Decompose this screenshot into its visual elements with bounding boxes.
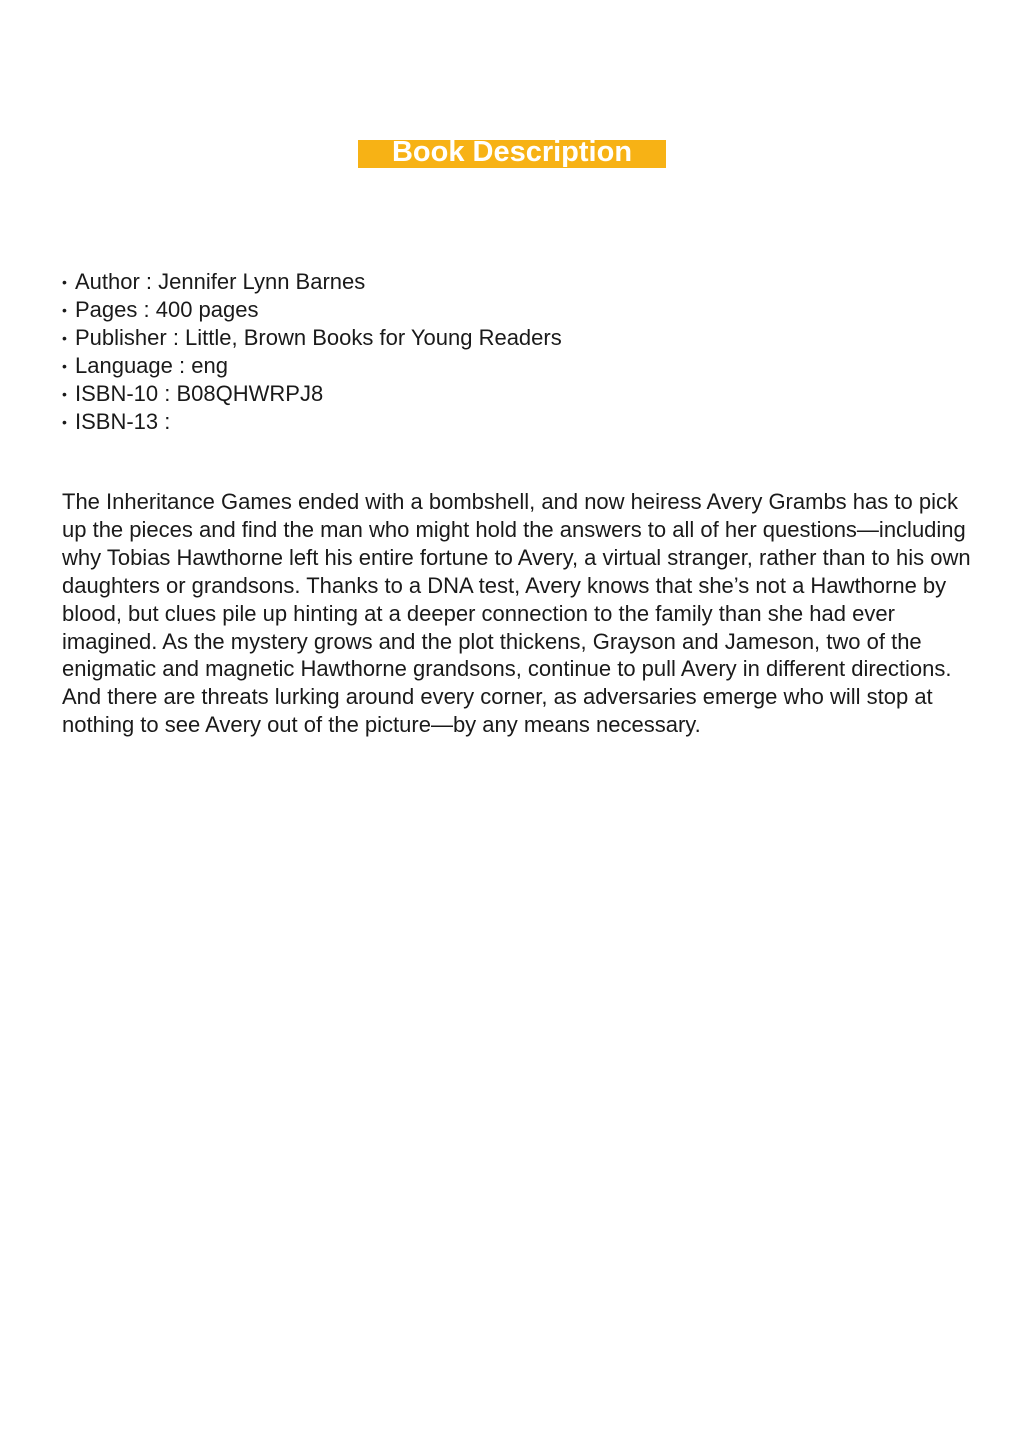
detail-text: Language : eng — [75, 353, 228, 378]
book-details-list — [62, 268, 562, 436]
page-title: Book Description — [358, 140, 666, 168]
detail-publisher — [62, 324, 562, 352]
bullet-icon: • — [62, 386, 67, 402]
bullet-icon: • — [62, 358, 67, 374]
header — [0, 136, 1024, 168]
detail-text: ISBN-10 : B08QHWRPJ8 — [75, 381, 324, 406]
detail-text: Publisher : Little, Brown Books for Young Readers — [75, 325, 562, 350]
detail-pages — [62, 296, 562, 324]
detail-text: Pages : 400 pages — [75, 297, 259, 322]
bullet-icon: • — [62, 274, 67, 290]
detail-text: ISBN-13 : — [75, 409, 171, 434]
bullet-icon: • — [62, 414, 67, 430]
bullet-icon: • — [62, 302, 67, 318]
bullet-icon: • — [62, 330, 67, 346]
detail-text: Author : Jennifer Lynn Barnes — [75, 269, 366, 294]
book-description-text: The Inheritance Games ended with a bombshell, and now heiress Avery Grambs has to pick up the pieces and find the man who might hold the answers to all of her questions—including why Tobias Hawthorne left his entire fortune to Avery, a virtual stranger, rather than to his own daughters or grandsons. Thanks to a DNA test, Avery knows that she’s not a Hawthorne by blood, but clues pile up hinting at a deeper connection to the family than she had ever imagined. As the mystery grows and the plot thickens, Grayson and Jameson, two of the enigmatic and magnetic Hawthorne grandsons, continue to pull Avery in different directions. And there are threats lurking around every corner, as adversaries emerge who will stop at nothing to see Avery out of the picture—by any means necessary. — [62, 489, 971, 738]
detail-isbn-10 — [62, 380, 562, 408]
detail-author — [62, 268, 562, 296]
detail-isbn-13 — [62, 408, 562, 436]
detail-language — [62, 352, 562, 380]
